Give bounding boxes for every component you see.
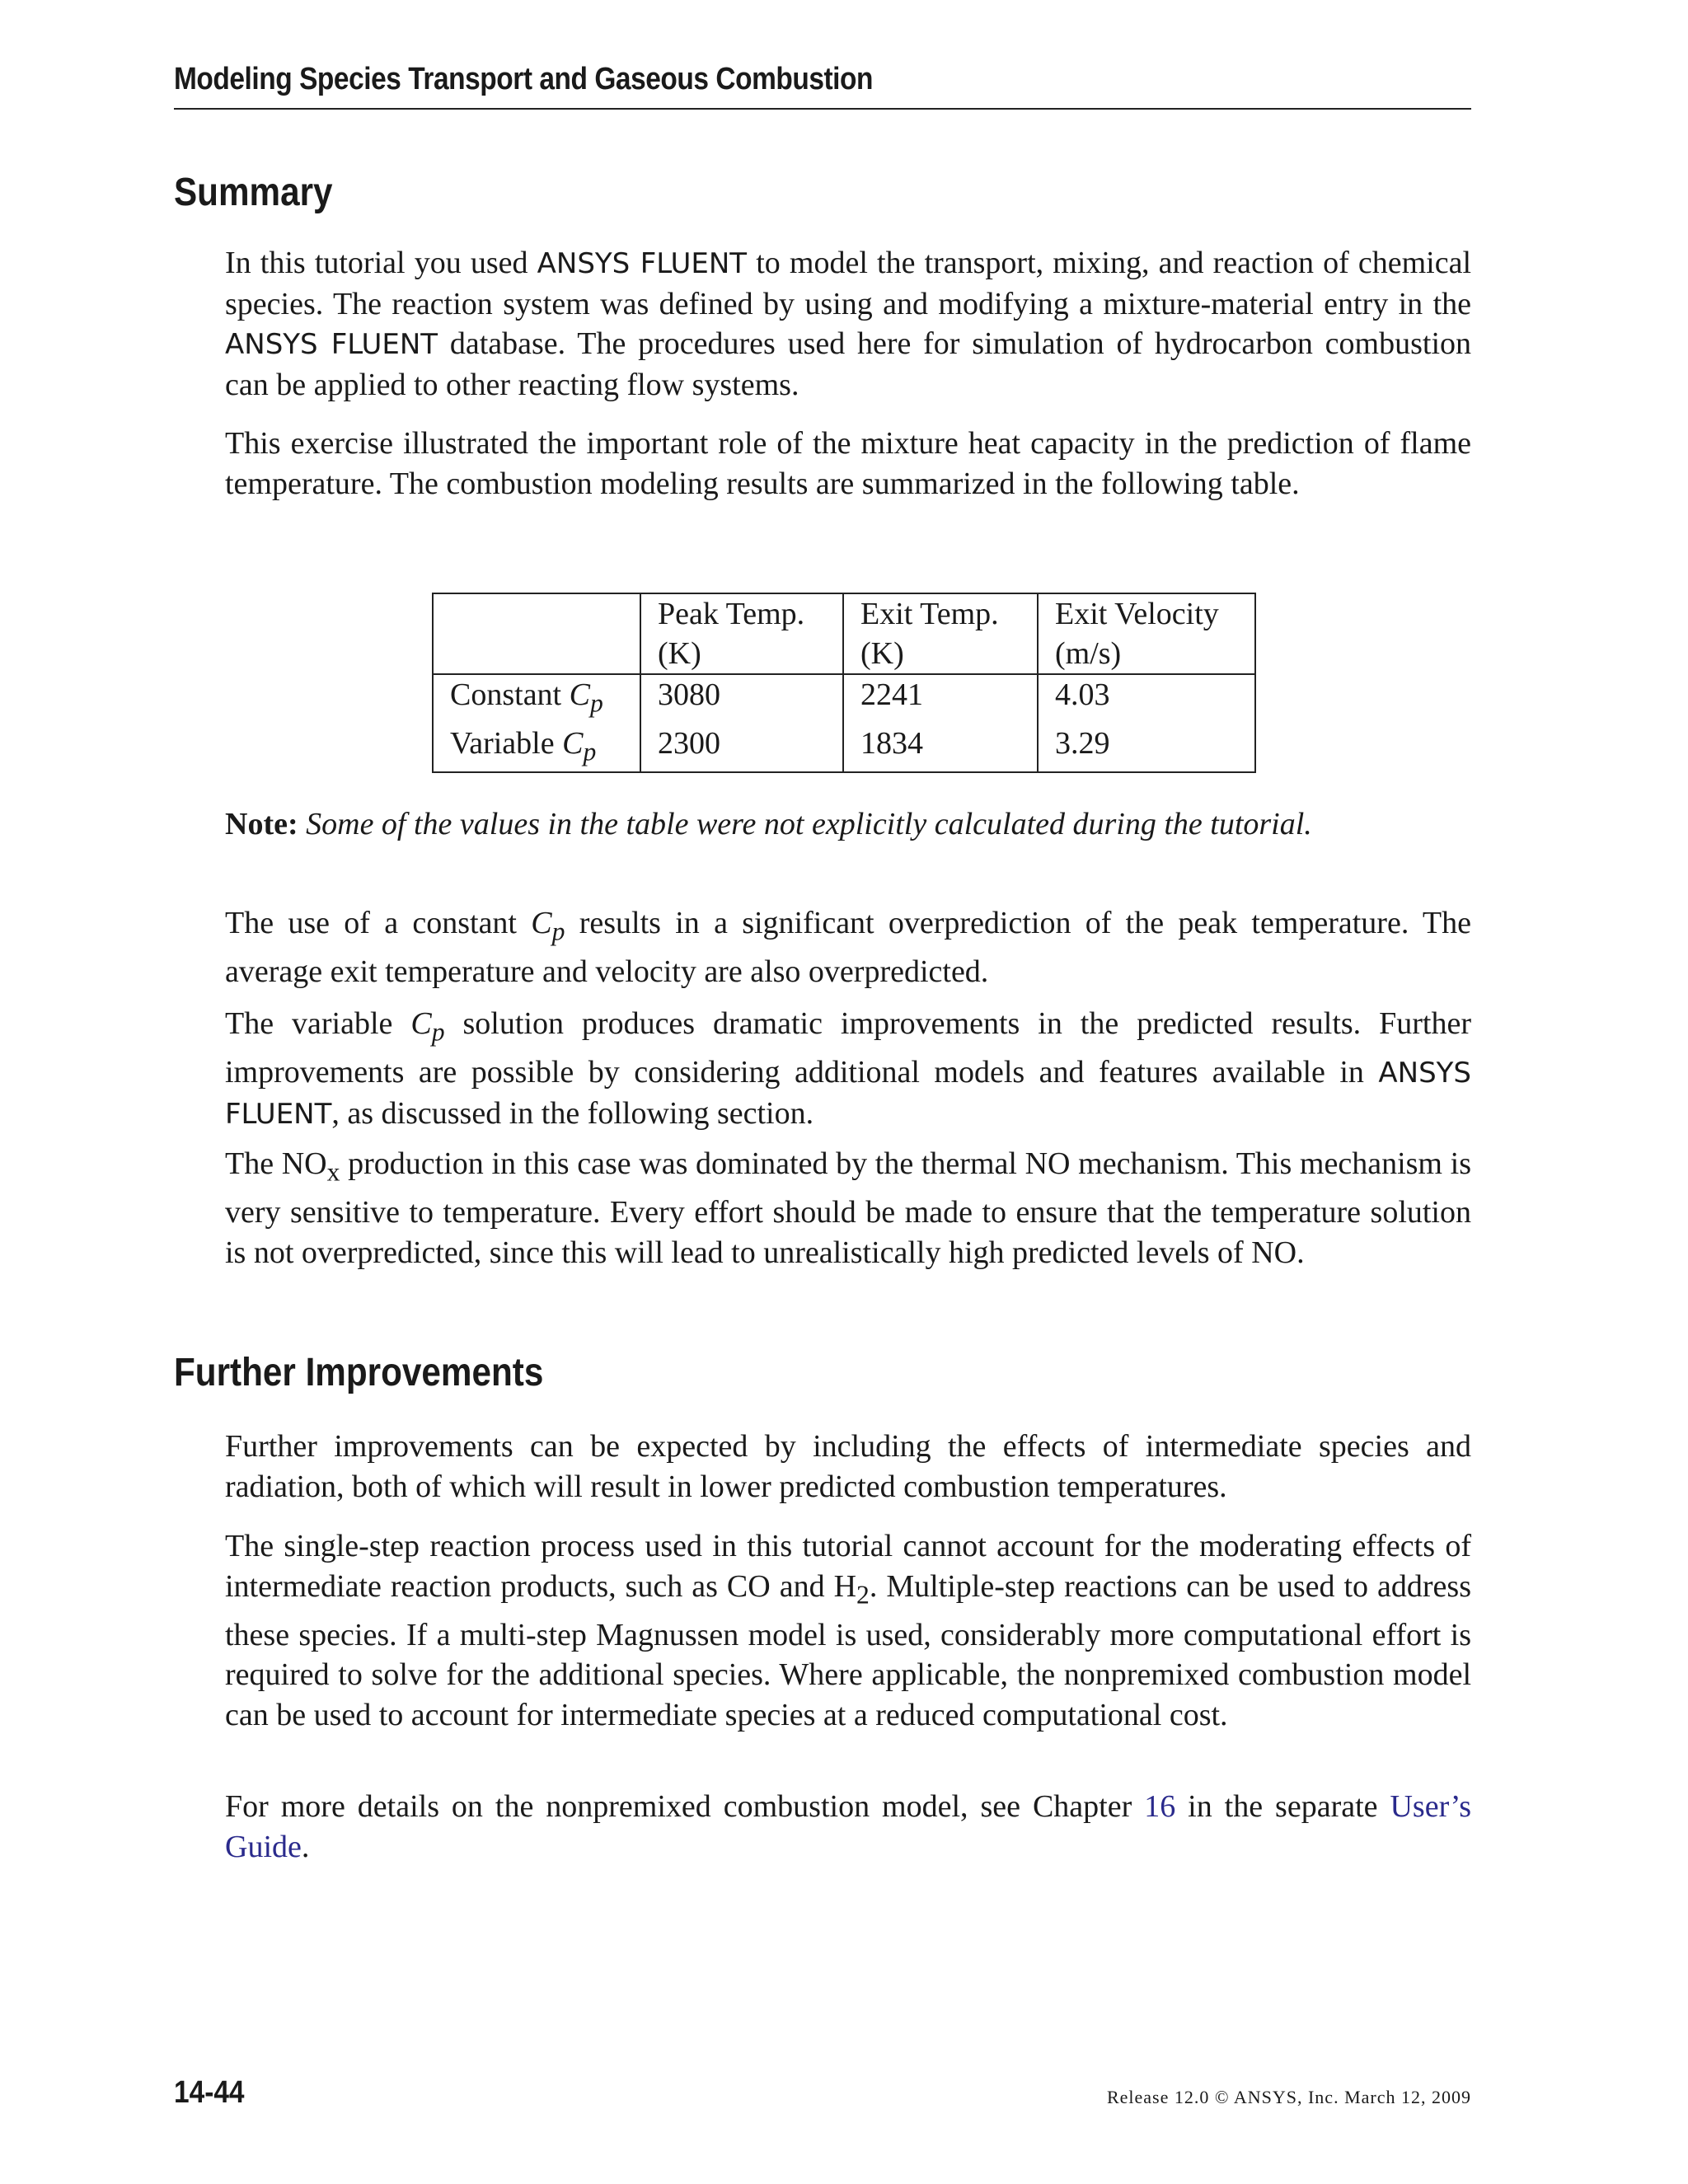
table-cell: 1834	[843, 724, 1038, 773]
table-header-cell: Exit Velocity (m/s)	[1038, 593, 1255, 674]
table-header-cell: Peak Temp. (K)	[640, 593, 843, 674]
table-row-label: Constant $C_p$	[433, 674, 640, 724]
note	[225, 804, 1471, 844]
note-label: Note:	[225, 807, 298, 841]
table-cell: 4.03	[1038, 674, 1255, 724]
running-header-title: Modeling Species Transport and Gaseous Combustion	[174, 62, 874, 96]
table-cell: 3.29	[1038, 724, 1255, 773]
release-info: Release 12.0 © ANSYS, Inc. March 12, 2009	[1106, 2087, 1471, 2107]
table-cell: 3080	[640, 674, 843, 724]
summary-paragraph-5: The $NO_x$ production in this case was dominated by the thermal NO mechanism. This mechanism is very sensitive to temperature. Every effort should be made to ensure that the temperature solution is not overpredicted, since this will lead to unrealistically high predicted levels of NO.	[225, 1146, 1471, 1270]
running-header	[174, 62, 1471, 110]
chapter-link[interactable]: 16	[1144, 1789, 1176, 1824]
product-name: ANSYS FLUENT	[225, 1057, 1471, 1131]
table-corner-cell	[433, 593, 640, 674]
summary-paragraph-4: The variable $C_p$ solution produces dramatic improvements in the predicted results. Further improvements are possible by considering additional models and features available in ANSYS FLUENT, as discussed in the following section.	[225, 1006, 1471, 1131]
table-cell: 2300	[640, 724, 843, 773]
further-paragraph-1: Further improvements can be expected by including the effects of intermediate species and radiation, both of which will result in lower predicted combustion temperatures.	[225, 1429, 1471, 1504]
page-number: 14-44	[174, 2075, 245, 2110]
users-guide-link[interactable]: User’s Guide	[225, 1789, 1471, 1864]
table-row-label: Variable $C_p$	[433, 724, 640, 773]
table-header-cell: Exit Temp. (K)	[843, 593, 1038, 674]
further-paragraph-2: The single-step reaction process used in this tutorial cannot account for the moderating effects of intermediate reaction products, such as CO and $H_2$. Multiple-step reactions can be used to address these species. If a multi-step Magnussen model is used, considerably more computational effort is required to solve for the additional species. Where applicable, the nonpremixed combustion model can be used to account for intermediate species at a reduced computational cost.	[225, 1529, 1471, 1732]
further-paragraph-3: For more details on the nonpremixed combustion model, see Chapter 16 in the separate User’s Guide.	[225, 1789, 1471, 1864]
summary-paragraph-3: The use of a constant $C_p$ results in a significant overprediction of the peak temperature. The average exit temperature and velocity are also overpredicted.	[225, 906, 1471, 990]
summary-paragraph-2: This exercise illustrated the important role of the mixture heat capacity in the prediction of flame temperature. The combustion modeling results are summarized in the following table.	[225, 426, 1471, 501]
table-header-row	[433, 593, 1255, 674]
product-name: ANSYS FLUENT	[225, 328, 438, 361]
note-text: Some of the values in the table were not explicitly calculated during the tutorial.	[306, 807, 1312, 841]
table-row	[433, 724, 1255, 773]
summary-heading: Summary	[174, 171, 333, 214]
summary-paragraph-1: In this tutorial you used ANSYS FLUENT to model the transport, mixing, and reaction of chemical species. The reaction system was defined by using and modifying a mixture-material entry in the ANSYS FLUENT database. The procedures used here for simulation of hydrocarbon combustion can be applied to other reacting flow systems.	[225, 246, 1472, 402]
product-name: ANSYS FLUENT	[537, 247, 748, 280]
table-cell: 2241	[843, 674, 1038, 724]
table-row	[433, 674, 1255, 724]
further-improvements-heading: Further Improvements	[174, 1351, 544, 1394]
results-table	[432, 593, 1256, 773]
